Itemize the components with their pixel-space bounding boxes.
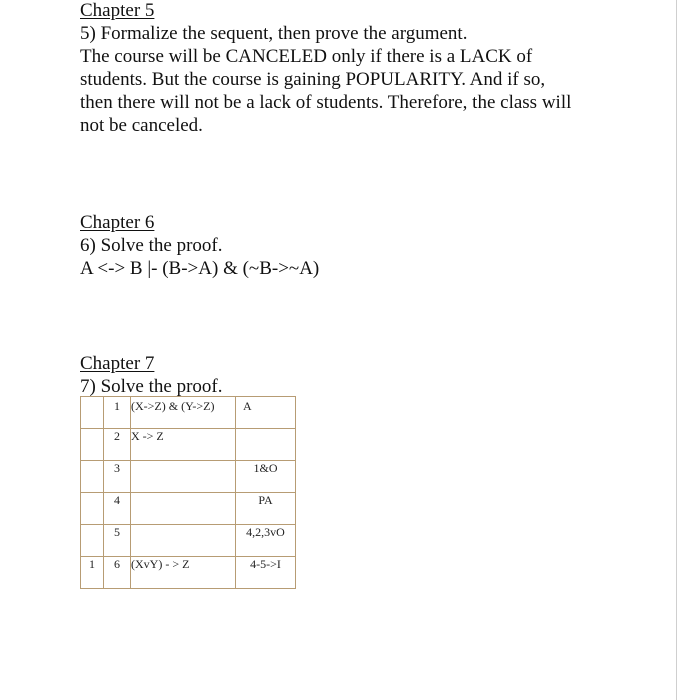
proof-row bbox=[81, 525, 296, 557]
proof-justification-cell: A bbox=[236, 397, 296, 429]
proof-table bbox=[80, 396, 296, 589]
chapter-7-prompt: 7) Solve the proof. bbox=[80, 376, 223, 397]
proof-justification-cell: 4,2,3vO bbox=[236, 525, 296, 557]
proof-formula-cell: (XvY) - > Z bbox=[131, 557, 236, 589]
chapter-5-text-line: then there will not be a lack of students. Therefore, the class will bbox=[80, 92, 572, 113]
proof-dependency-cell bbox=[81, 525, 104, 557]
proof-row bbox=[81, 397, 296, 429]
proof-formula-cell bbox=[131, 461, 236, 493]
proof-justification-cell: 1&O bbox=[236, 461, 296, 493]
chapter-7-section bbox=[80, 353, 620, 398]
proof-justification-cell bbox=[236, 429, 296, 461]
proof-dependency-cell bbox=[81, 461, 104, 493]
chapter-6-section bbox=[80, 212, 620, 280]
chapter-5-heading: Chapter 5 bbox=[80, 0, 155, 21]
proof-line-number-cell: 2 bbox=[104, 429, 131, 461]
chapter-5-section bbox=[80, 0, 620, 137]
chapter-6-heading: Chapter 6 bbox=[80, 212, 155, 233]
chapter-5-prompt: 5) Formalize the sequent, then prove the argument. bbox=[80, 23, 468, 44]
proof-justification-cell: 4-5->I bbox=[236, 557, 296, 589]
proof-dependency-cell: 1 bbox=[81, 557, 104, 589]
chapter-5-text-line: students. But the course is gaining POPULARITY. And if so, bbox=[80, 69, 546, 90]
proof-dependency-cell bbox=[81, 397, 104, 429]
chapter-6-prompt: 6) Solve the proof. bbox=[80, 235, 223, 256]
proof-formula-cell: X -> Z bbox=[131, 429, 236, 461]
proof-justification-cell: PA bbox=[236, 493, 296, 525]
proof-dependency-cell bbox=[81, 493, 104, 525]
chapter-5-text-line: The course will be CANCELED only if there is a LACK of bbox=[80, 46, 533, 67]
proof-line-number-cell: 1 bbox=[104, 397, 131, 429]
proof-row bbox=[81, 429, 296, 461]
proof-dependency-cell bbox=[81, 429, 104, 461]
chapter-6-sequent: A <-> B |- (B->A) & (~B->~A) bbox=[80, 258, 320, 279]
proof-line-number-cell: 5 bbox=[104, 525, 131, 557]
proof-row bbox=[81, 461, 296, 493]
proof-formula-cell bbox=[131, 493, 236, 525]
chapter-5-text-line: not be canceled. bbox=[80, 115, 203, 136]
proof-line-number-cell: 6 bbox=[104, 557, 131, 589]
proof-formula-cell bbox=[131, 525, 236, 557]
proof-row bbox=[81, 493, 296, 525]
proof-formula-cell: (X->Z) & (Y->Z) bbox=[131, 397, 236, 429]
proof-line-number-cell: 3 bbox=[104, 461, 131, 493]
proof-line-number-cell: 4 bbox=[104, 493, 131, 525]
page-edge-divider bbox=[676, 0, 677, 700]
chapter-7-heading: Chapter 7 bbox=[80, 353, 155, 374]
proof-row bbox=[81, 557, 296, 589]
